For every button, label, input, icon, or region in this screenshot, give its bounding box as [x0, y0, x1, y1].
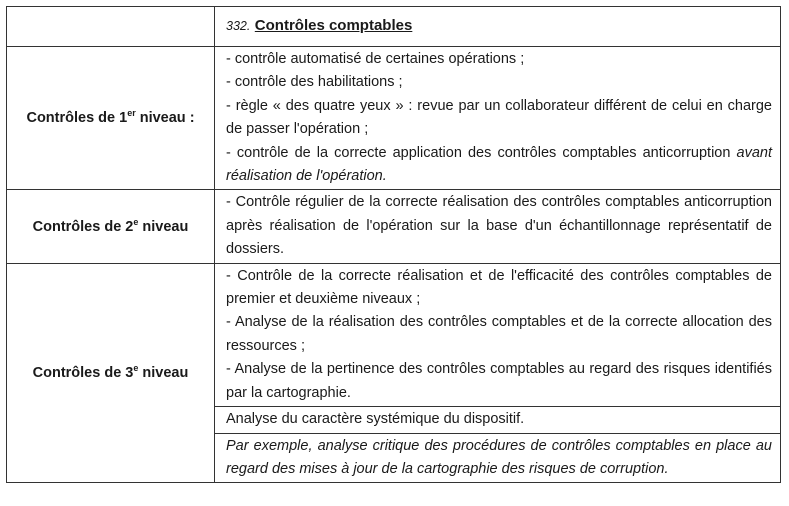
header-row — [7, 7, 781, 47]
level-2-label: Contrôles de 2e niveau — [7, 190, 215, 263]
list-item: - Contrôle régulier de la correcte réalisation des contrôles comptables anticorruption après réalisation de l'opération sur la base d'un échantillonnage représentatif de dossiers. — [226, 194, 772, 258]
level-3-systemic: Analyse du caractère systémique du dispositif. — [215, 407, 781, 433]
controls-table — [6, 6, 781, 483]
section-number: 332. — [226, 19, 251, 33]
title-cell — [215, 7, 781, 47]
level-2-content — [215, 190, 781, 263]
level-1-label: Contrôles de 1er niveau : — [7, 47, 215, 190]
section-title: Contrôles comptables — [254, 17, 413, 34]
level-1-content — [215, 47, 781, 190]
list-item: - Analyse de la réalisation des contrôles comptables et de la correcte allocation des ressources ; — [226, 314, 772, 354]
list-item: - Analyse de la pertinence des contrôles comptables au regard des risques identifiés par la cartographie. — [226, 361, 772, 401]
list-item: - Contrôle de la correcte réalisation et de l'efficacité des contrôles comptables de premier et deuxième niveaux ; — [226, 267, 772, 308]
level-3-example: Par exemple, analyse critique des procédures de contrôles comptables en place au regard des mises à jour de la cartographie des risques de corruption. — [215, 433, 781, 483]
list-item: - règle « des quatre yeux » : revue par un collaborateur différent de celui en charge de passer l'opération ; — [226, 97, 772, 138]
list-item: - contrôle des habilitations ; — [226, 74, 403, 91]
level-1-row — [7, 47, 781, 190]
level-3-label: Contrôles de 3e niveau — [7, 263, 215, 483]
list-item: - contrôle automatisé de certaines opérations ; — [226, 51, 525, 67]
list-item: - contrôle de la correcte application des contrôles comptables anticorruption avant réalisation de l'opération. — [226, 144, 772, 185]
level-3-row — [7, 263, 781, 406]
level-3-content — [215, 263, 781, 406]
empty-corner-cell — [7, 7, 215, 47]
level-2-row — [7, 190, 781, 263]
